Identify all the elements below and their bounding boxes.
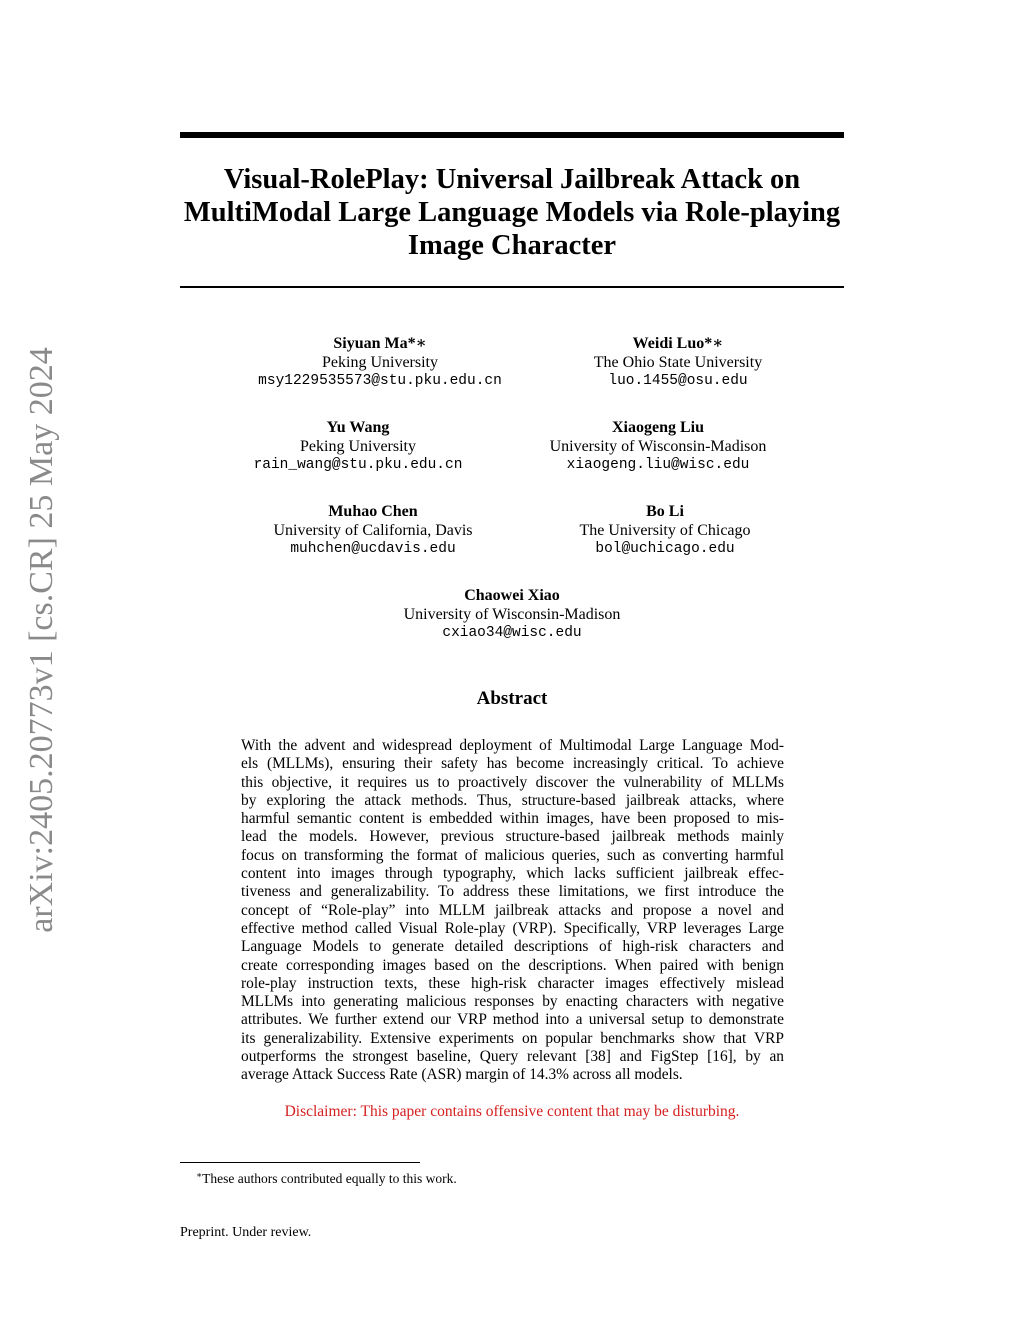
author-name: Weidi Luo*∗: [632, 335, 724, 352]
abstract-line: role-play instruction texts, these high-risk character images effectively mislead: [241, 974, 784, 992]
abstract-line: concept of “Role-play” into MLLM jailbreak attacks and propose a novel and: [241, 901, 784, 919]
abstract-line: average Attack Success Rate (ASR) margin of 14.3% across all models.: [241, 1066, 683, 1084]
title-line: MultiModal Large Language Models via Role-playing: [183, 197, 841, 228]
abstract-heading: Abstract: [476, 688, 548, 709]
author-name: Yu Wang: [326, 419, 390, 436]
abstract-line: content into images through typography, which lacks sufficient jailbreak effec-: [241, 865, 784, 883]
author-email[interactable]: bol@uchicago.edu: [595, 541, 735, 557]
author-email[interactable]: luo.1455@osu.edu: [608, 373, 748, 389]
preprint-note: Preprint. Under review.: [180, 1225, 312, 1240]
author-name: Muhao Chen: [328, 503, 418, 520]
author-block: [486, 334, 870, 391]
abstract-line: harmful semantic content is embedded within images, have been proposed to mis-: [241, 810, 784, 828]
author-email[interactable]: rain_wang@stu.pku.edu.cn: [253, 457, 463, 473]
author-name: Bo Li: [646, 503, 684, 520]
author-email[interactable]: xiaogeng.liu@wisc.edu: [566, 457, 750, 473]
author-block: [473, 502, 857, 559]
author-block: [320, 586, 704, 643]
abstract-line: MLLMs into generating malicious responses by enacting characters with negative: [241, 993, 784, 1011]
abstract-body: [241, 737, 784, 1085]
title-bottom-rule: [180, 286, 844, 288]
abstract-line: by exploring the attack methods. Thus, structure-based jailbreak attacks, where: [241, 791, 784, 809]
footnote-rule: [180, 1162, 420, 1163]
abstract-line: effective method called Visual Role-play (VRP). Specifically, VRP leverages Large: [241, 919, 784, 937]
title-line: Visual-RolePlay: Universal Jailbreak Attack on: [223, 164, 801, 195]
author-affiliation: University of California, Davis: [273, 522, 473, 539]
author-affiliation: University of Wisconsin-Madison: [403, 606, 621, 623]
footnote-mark: ∗: [196, 1170, 203, 1180]
disclaimer: Disclaimer: This paper contains offensive content that may be disturbing.: [284, 1103, 740, 1120]
abstract-line: With the advent and widespread deployment of Multimodal Large Language Mod-: [241, 737, 784, 754]
author-name: Siyuan Ma*∗: [333, 335, 427, 352]
footnote-text: These authors contributed equally to this work.: [202, 1171, 457, 1186]
title-top-rule: [180, 132, 844, 138]
abstract-line: Language Models to generate detailed descriptions of high-risk characters and: [241, 938, 784, 956]
author-email[interactable]: muhchen@ucdavis.edu: [290, 541, 456, 557]
arxiv-stamp[interactable]: arXiv:2405.20773v1 [cs.CR] 25 May 2024: [23, 347, 60, 933]
abstract-line: tiveness and generalizability. To address these limitations, we first introduce the: [241, 883, 784, 901]
title-line: Image Character: [407, 230, 617, 261]
abstract-line: focus on transforming the format of malicious queries, such as converting harmful: [241, 846, 784, 864]
paper-title: [180, 163, 844, 262]
author-name: Xiaogeng Liu: [611, 419, 704, 436]
footnote: [196, 1167, 457, 1187]
abstract-line: its generalizability. Extensive experiments on popular benchmarks show that VRP: [241, 1029, 784, 1047]
author-email[interactable]: cxiao34@wisc.edu: [442, 625, 582, 641]
author-name: Chaowei Xiao: [464, 587, 560, 604]
author-affiliation: Peking University: [322, 354, 438, 371]
author-block: [466, 418, 850, 475]
author-affiliation: Peking University: [300, 438, 416, 455]
abstract-line: create corresponding images based on the descriptions. When paired with benign: [241, 956, 784, 974]
abstract-line: outperforms the strongest baseline, Query relevant [38] and FigStep [16], by an: [241, 1048, 784, 1066]
author-affiliation: The Ohio State University: [593, 354, 763, 371]
abstract-line: attributes. We further extend our VRP method into a universal setup to demonstrate: [241, 1011, 784, 1029]
abstract-line: els (MLLMs), ensuring their safety has become increasingly critical. To achieve: [241, 755, 784, 773]
author-affiliation: The University of Chicago: [579, 522, 751, 539]
abstract-line: lead the models. However, previous structure-based jailbreak methods mainly: [241, 828, 784, 846]
abstract-line: this objective, it requires us to proactively discover the vulnerability of MLLMs: [241, 773, 784, 791]
author-affiliation: University of Wisconsin-Madison: [549, 438, 767, 455]
author-email[interactable]: msy1229535573@stu.pku.edu.cn: [258, 373, 502, 389]
